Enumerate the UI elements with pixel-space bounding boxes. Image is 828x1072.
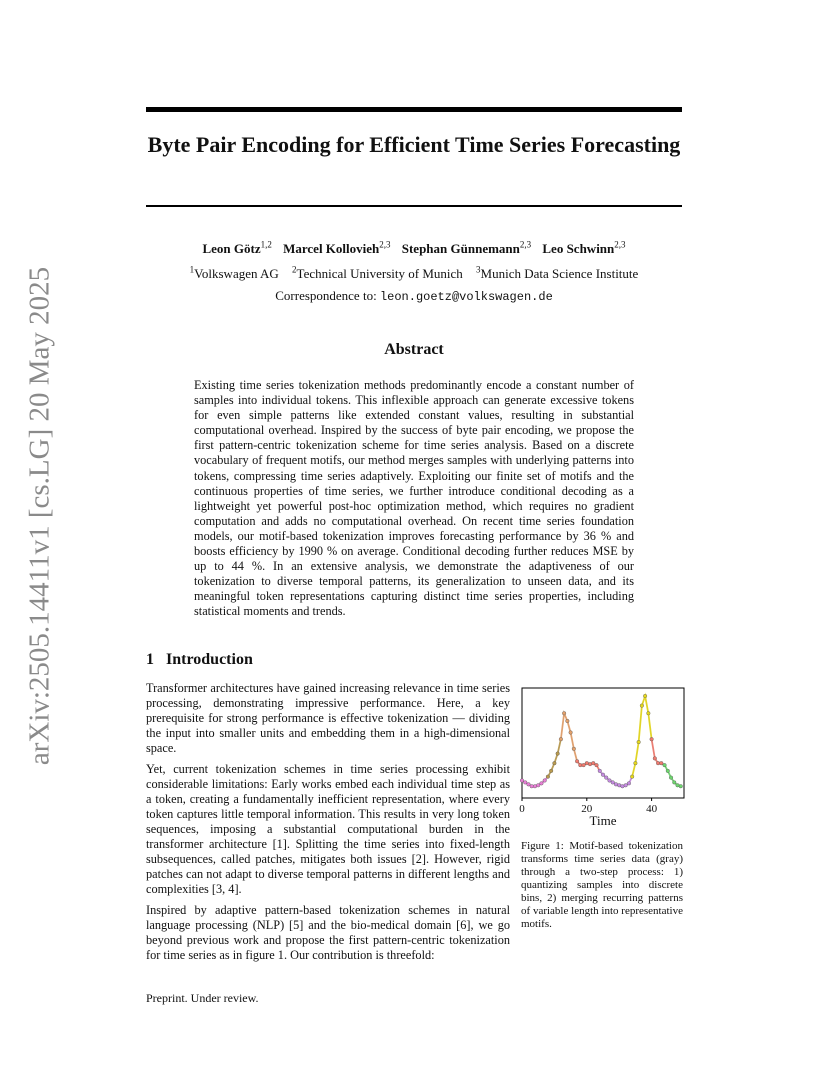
affiliation (190, 266, 279, 281)
data-point (553, 761, 557, 765)
data-point (647, 711, 651, 715)
data-point (546, 775, 550, 779)
author-affil-mark: 2,3 (519, 240, 532, 250)
section-title: Introduction (166, 651, 253, 668)
section-number: 1 (146, 651, 154, 668)
author-affil-mark: 2,3 (614, 240, 626, 250)
author-affil-mark: 1,2 (260, 240, 272, 250)
data-point (575, 759, 579, 763)
x-axis-label: Time (589, 813, 617, 828)
data-point (621, 784, 625, 788)
author-name: Leo Schwinn (542, 241, 615, 257)
author-list (146, 240, 682, 257)
affil-name: Munich Data Science Institute (480, 266, 639, 282)
data-point (591, 761, 595, 765)
data-point (556, 752, 560, 756)
data-point (585, 761, 589, 765)
author (402, 241, 531, 256)
affiliation (476, 266, 638, 281)
author-name: Leon Götz (202, 241, 261, 257)
data-point (611, 781, 615, 785)
x-tick-label: 20 (581, 803, 593, 815)
data-point (588, 762, 592, 766)
author-name: Stephan Günnemann (401, 241, 520, 257)
data-point (527, 783, 531, 787)
data-point (562, 711, 566, 715)
data-point (601, 773, 605, 777)
top-rule (146, 107, 682, 112)
intro-paragraph: Inspired by adaptive pattern-based tokenization schemes in natural language processing (NLP) [5] and the bio-medical domain [6], we go beyond previous work and propose the first pattern-centric tokenization for time series as in figure 1. Our contribution is threefold: (146, 903, 510, 962)
data-point (617, 783, 621, 787)
data-point (669, 776, 673, 780)
data-point (566, 719, 570, 723)
data-point (640, 704, 644, 708)
arxiv-id-text: arXiv:2505.14411v1 [cs.LG] 20 May 2025 (23, 266, 56, 766)
motif-tokenization-chart (516, 680, 692, 830)
author (542, 241, 625, 256)
data-point (627, 782, 631, 786)
data-point (679, 784, 683, 788)
data-point (569, 731, 573, 735)
data-point (582, 763, 586, 767)
x-tick-label: 0 (519, 803, 525, 815)
data-point (676, 783, 680, 787)
data-point (614, 783, 618, 787)
data-point (595, 763, 599, 767)
data-point (608, 779, 612, 783)
author (283, 241, 390, 256)
data-point (604, 776, 608, 780)
section-heading (146, 651, 253, 669)
data-point (660, 761, 664, 765)
abstract-text: Existing time series tokenization methods predominantly encode a constant number of samples into individual tokens. This inflexible approach can generate excessive tokens for even simple patterns like extended constant values, resulting in substantial computational overhead. Inspired by the success of byte pair encoding, we propose the first pattern-centric tokenization scheme for time series analysis. Based on a discrete vocabulary of frequent motifs, our method merges samples with underlying patterns into tokens, compressing time series adaptively. Exploiting our finite set of motifs and the continuous properties of time series, we further introduce conditional decoding as a lightweight yet powerful post-hoc optimization method, which requires no gradient computation and adds no computational overhead. On recent time series foundation models, our motif-based tokenization improves forecasting performance by 36 % and boosts efficiency by 1990 % on average. Conditional decoding further reduces MSE by up to 44 %. In an extensive analysis, we demonstrate the adaptiveness of our tokenization to diverse temporal patterns, its generalization to unseen data, and its meaningful token representations capturing distinct time series properties, including statistical moments and trends. (194, 378, 634, 619)
data-point (572, 747, 576, 751)
data-point (637, 740, 641, 744)
title-rule (146, 205, 682, 207)
correspondence-email[interactable]: leon.goetz@volkswagen.de (379, 290, 553, 304)
data-point (540, 782, 544, 786)
data-point (672, 781, 676, 785)
introduction-body (146, 681, 510, 969)
data-point (653, 757, 657, 761)
affil-name: Technical University of Munich (296, 266, 463, 282)
data-point (663, 763, 667, 767)
affil-name: Volkswagen AG (194, 266, 279, 282)
correspondence (146, 288, 682, 304)
affiliations (146, 265, 682, 282)
affil-mark: 2 (292, 265, 297, 275)
abstract-heading: Abstract (384, 341, 444, 358)
data-point (549, 769, 553, 773)
data-point (650, 737, 654, 741)
intro-paragraph: Yet, current tokenization schemes in time series processing exhibit considerable limitations: Early works embed each individual time step as a token, creating a fundamentally inefficient representation, where every token captures little temporal information. This results in very long token sequences, imposing a substantial computational burden in the transformer architecture [1]. Splitting the time series into fixed-length subsequences, called patches, mitigates both issues [2]. However, rigid patches can not adapt to diverse temporal patterns in different lengths and complexities [3, 4]. (146, 762, 510, 896)
correspondence-label: Correspondence to: (275, 288, 377, 303)
data-point (536, 783, 540, 787)
data-point (559, 737, 563, 741)
intro-paragraph: Transformer architectures have gained increasing relevance in time series processing, demonstrating impressive performance. Here, a key prerequisite for strong performance is effective tokenization — dividing the input into smaller units and embedding them in a high-dimensional space. (146, 681, 510, 755)
data-point (533, 784, 537, 788)
paper-title: Byte Pair Encoding for Efficient Time Series Forecasting (147, 132, 681, 157)
data-point (520, 779, 524, 783)
figure-1 (516, 680, 692, 830)
data-point (523, 781, 527, 785)
data-point (643, 694, 647, 698)
author-affil-mark: 2,3 (379, 240, 391, 250)
affiliation (292, 266, 463, 281)
author (202, 241, 271, 256)
affil-mark: 1 (189, 265, 195, 275)
data-point (543, 779, 547, 783)
footer-note: Preprint. Under review. (146, 991, 259, 1005)
data-point (666, 769, 670, 773)
x-tick-label: 40 (646, 803, 658, 815)
data-point (624, 783, 628, 787)
figure-caption: Figure 1: Motif-based tokenization transforms time series data (gray) through a two-step process: 1) quantizing samples into discrete bins, 2) merging recurring patterns of variable length into representative motifs. (521, 840, 683, 930)
data-point (634, 761, 638, 765)
data-point (598, 769, 602, 773)
data-point (630, 775, 634, 779)
author-name: Marcel Kollovieh (283, 241, 380, 257)
affil-mark: 3 (476, 265, 481, 275)
